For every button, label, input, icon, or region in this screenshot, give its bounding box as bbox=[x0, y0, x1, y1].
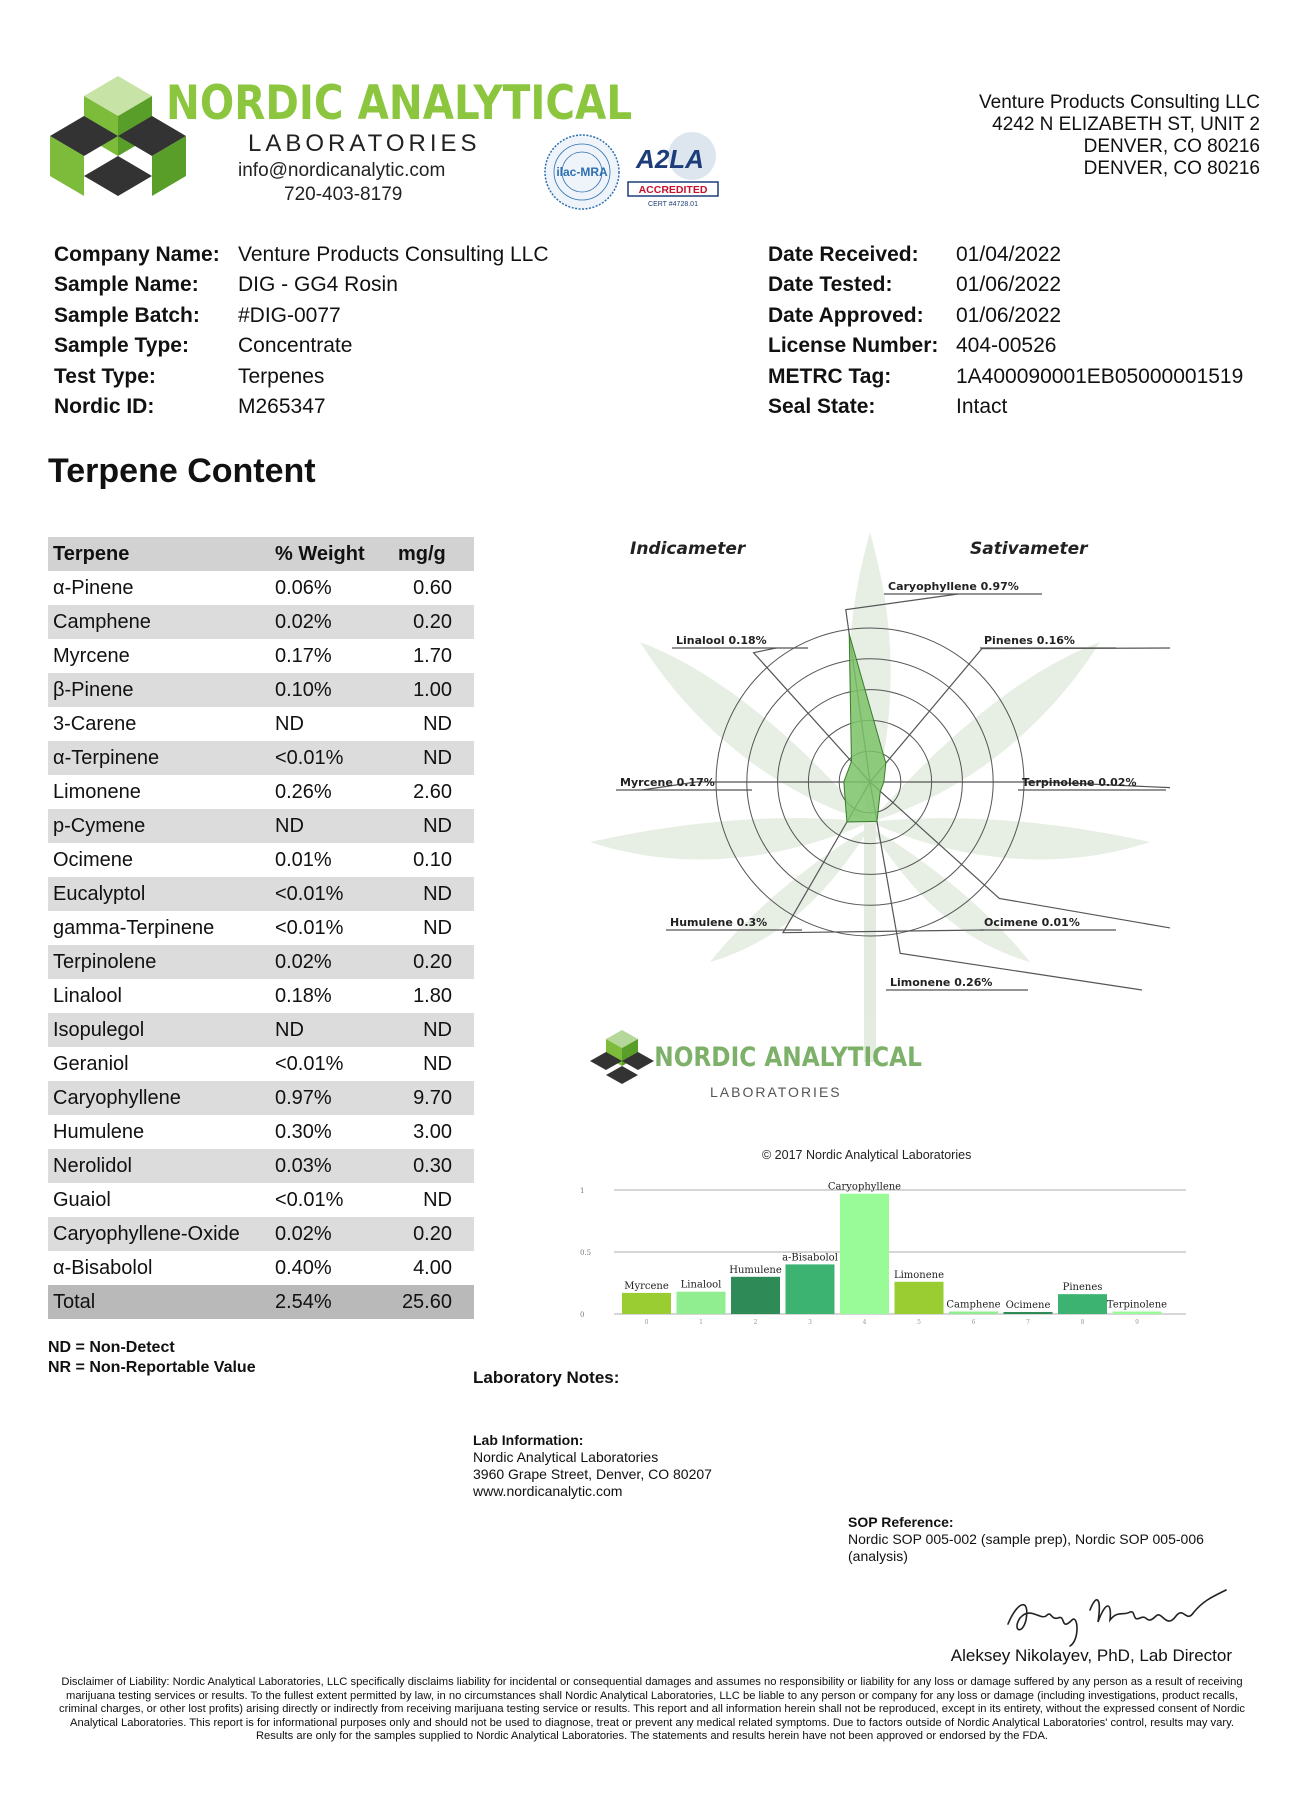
table-row bbox=[48, 1149, 474, 1183]
terpene-name-cell: Caryophyllene-Oxide bbox=[48, 1217, 270, 1251]
radar-axis-label: Pinenes 0.16% bbox=[984, 634, 1075, 647]
terpene-name-cell: Eucalyptol bbox=[48, 877, 270, 911]
lab-info-heading: Lab Information: bbox=[473, 1432, 584, 1448]
percent-weight-cell: 0.17% bbox=[275, 644, 332, 667]
terpene-bar-chart bbox=[530, 1168, 1200, 1328]
info-label: License Number: bbox=[768, 334, 939, 358]
radar-axis-line bbox=[870, 782, 1142, 990]
bar-xtick-label: 9 bbox=[1135, 1319, 1139, 1326]
terpene-name-cell: Myrcene bbox=[53, 644, 130, 667]
lab-subtitle: LABORATORIES bbox=[248, 130, 481, 157]
terpene-name-cell: Camphene bbox=[48, 605, 270, 639]
bar-terpinolene bbox=[1113, 1312, 1162, 1314]
lab-name: NORDIC ANALYTICAL bbox=[166, 76, 633, 131]
ilac-mra-badge-icon bbox=[542, 132, 622, 212]
signature-icon bbox=[1000, 1580, 1240, 1650]
percent-weight-cell: <0.01% bbox=[275, 1188, 344, 1211]
info-value: Concentrate bbox=[238, 334, 353, 358]
mg-per-g-cell: ND bbox=[388, 809, 474, 843]
radar-axis-label: Ocimene 0.01% bbox=[984, 916, 1080, 929]
info-label: Sample Type: bbox=[54, 334, 189, 358]
client-address-line3: DENVER, CO 80216 bbox=[1083, 158, 1260, 179]
section-title: Terpene Content bbox=[48, 452, 316, 490]
terpene-name-cell: Limonene bbox=[53, 780, 141, 803]
bar-value-label: Terpinolene bbox=[1106, 1299, 1168, 1311]
watermark-logo-icon bbox=[590, 1030, 654, 1084]
sop-text: Nordic SOP 005-002 (sample prep), Nordic SOP 005-006 (analysis) bbox=[848, 1531, 1204, 1564]
info-label: Date Tested: bbox=[768, 273, 893, 297]
table-row bbox=[48, 707, 474, 741]
mg-per-g-cell: 1.70 bbox=[413, 644, 452, 667]
client-address bbox=[979, 92, 1260, 180]
lab-phone: 720-403-8179 bbox=[284, 184, 403, 205]
mg-per-g-cell: 9.70 bbox=[388, 1081, 474, 1115]
terpene-name-cell: α-Bisabolol bbox=[53, 1256, 153, 1279]
terpene-name-cell: α-Pinene bbox=[53, 576, 134, 599]
bar-camphene bbox=[949, 1312, 998, 1314]
ilac-badge-text: ilac-MRA bbox=[556, 165, 608, 179]
mg-per-g-cell: 0.20 bbox=[388, 1217, 474, 1251]
mg-per-g-cell: 0.10 bbox=[413, 848, 452, 871]
bar-chart-bars bbox=[622, 1194, 1162, 1314]
bar-linalool bbox=[677, 1292, 726, 1314]
client-name: Venture Products Consulting LLC bbox=[979, 92, 1260, 113]
info-value: #DIG-0077 bbox=[238, 303, 341, 327]
radar-axis-label: Terpinolene 0.02% bbox=[1022, 776, 1137, 789]
table-row bbox=[48, 1081, 474, 1115]
table-row bbox=[48, 639, 474, 673]
table-row bbox=[48, 1115, 474, 1149]
client-address-line1: 4242 N ELIZABETH ST, UNIT 2 bbox=[992, 114, 1260, 135]
bar-pinenes bbox=[1058, 1294, 1107, 1314]
terpene-name-cell: Linalool bbox=[53, 984, 122, 1007]
bar-xtick-label: 2 bbox=[753, 1319, 758, 1326]
watermark-lab-name: NORDIC ANALYTICAL bbox=[654, 1041, 922, 1073]
sop-heading: SOP Reference: bbox=[848, 1514, 954, 1530]
client-address-line2: DENVER, CO 80216 bbox=[1083, 136, 1260, 157]
percent-weight-cell: 2.54% bbox=[270, 1285, 388, 1319]
watermark-lab-sub: LABORATORIES bbox=[710, 1084, 842, 1100]
sample-info-right bbox=[768, 240, 1243, 422]
bar-ocimene bbox=[1004, 1312, 1053, 1314]
percent-weight-cell: 0.02% bbox=[270, 605, 388, 639]
percent-weight-cell: ND bbox=[270, 1013, 388, 1047]
table-header-row bbox=[48, 537, 474, 571]
info-row bbox=[54, 270, 549, 300]
info-value: M265347 bbox=[238, 395, 326, 419]
bar-xtick-label: 4 bbox=[862, 1319, 867, 1326]
bar-a-bisabolol bbox=[786, 1264, 835, 1314]
bar-value-label: Caryophyllene bbox=[827, 1181, 902, 1193]
bar-xtick-label: 6 bbox=[971, 1319, 976, 1326]
mg-per-g-cell: ND bbox=[423, 712, 452, 735]
terpene-table-body bbox=[48, 571, 474, 1319]
bar-caryophyllene bbox=[840, 1194, 889, 1314]
percent-weight-cell: 0.01% bbox=[275, 848, 332, 871]
info-row bbox=[768, 301, 1243, 331]
mg-per-g-cell: 2.60 bbox=[413, 780, 452, 803]
mg-per-g-cell: 25.60 bbox=[388, 1285, 474, 1319]
info-row bbox=[54, 362, 549, 392]
bar-value-label: Ocimene bbox=[1005, 1300, 1051, 1311]
terpene-name-cell: gamma-Terpinene bbox=[53, 916, 215, 939]
a2la-accredited-text: ACCREDITED bbox=[638, 184, 708, 196]
bar-myrcene bbox=[622, 1293, 671, 1314]
table-total-row bbox=[48, 1285, 474, 1319]
table-row bbox=[48, 775, 474, 809]
info-value: 01/04/2022 bbox=[956, 243, 1062, 266]
terpene-name-cell: Humulene bbox=[53, 1120, 145, 1143]
mg-per-g-cell: ND bbox=[423, 1052, 452, 1075]
table-row bbox=[48, 571, 474, 605]
percent-weight-cell: 0.03% bbox=[270, 1149, 388, 1183]
mg-per-g-cell: ND bbox=[388, 1013, 474, 1047]
abbreviation-legend bbox=[48, 1338, 256, 1378]
info-row bbox=[54, 301, 549, 331]
info-value: 01/06/2022 bbox=[956, 273, 1062, 297]
bar-value-label: Humulene bbox=[729, 1264, 782, 1276]
percent-weight-cell: ND bbox=[275, 712, 304, 735]
table-row bbox=[48, 979, 474, 1013]
radar-axis-label: Humulene 0.3% bbox=[670, 916, 768, 929]
table-row bbox=[48, 911, 474, 945]
radar-axis-label: Linalool 0.18% bbox=[676, 634, 767, 647]
info-row bbox=[768, 362, 1243, 392]
mg-per-g-cell: 1.00 bbox=[388, 673, 474, 707]
table-row bbox=[48, 1183, 474, 1217]
info-label: Company Name: bbox=[54, 243, 220, 266]
info-label: Sample Batch: bbox=[54, 303, 200, 327]
percent-weight-cell: <0.01% bbox=[270, 877, 388, 911]
info-row bbox=[768, 331, 1243, 361]
bar-value-label: Pinenes bbox=[1062, 1282, 1103, 1294]
radar-axis-label: Myrcene 0.17% bbox=[620, 776, 715, 789]
column-header: mg/g bbox=[388, 537, 474, 571]
percent-weight-cell: 0.06% bbox=[275, 576, 332, 599]
info-value: 404-00526 bbox=[956, 334, 1057, 358]
table-row bbox=[48, 605, 474, 639]
mg-per-g-cell: 4.00 bbox=[413, 1256, 452, 1279]
column-header: Terpene bbox=[48, 537, 270, 571]
lab-info-address: 3960 Grape Street, Denver, CO 80207 bbox=[473, 1466, 712, 1482]
terpene-name-cell: β-Pinene bbox=[48, 673, 270, 707]
legend-nd: ND = Non-Detect bbox=[48, 1339, 175, 1356]
info-value: Intact bbox=[956, 395, 1008, 419]
info-value: DIG - GG4 Rosin bbox=[238, 273, 398, 297]
bar-xtick-label: 0 bbox=[644, 1319, 649, 1326]
mg-per-g-cell: 0.20 bbox=[388, 945, 474, 979]
info-label: Date Received: bbox=[768, 243, 919, 266]
percent-weight-cell: 0.97% bbox=[270, 1081, 388, 1115]
table-row bbox=[48, 741, 474, 775]
percent-weight-cell: 0.10% bbox=[270, 673, 388, 707]
terpene-table bbox=[48, 537, 474, 1319]
percent-weight-cell: 0.18% bbox=[275, 984, 332, 1007]
legend-nr: NR = Non-Reportable Value bbox=[48, 1359, 256, 1376]
info-row bbox=[768, 392, 1243, 422]
disclaimer-text: Disclaimer of Liability: Nordic Analytical Laboratories, LLC specifically disclaims liability for incidental or consequential damages and assumes no responsibility or liability for any loss or damage suffered by any person as a result of receiving marijuana testing services or results. To the fullest extent permitted by law, in no circumstances shall Nordic Analytical Laboratories, LLC be liable to any person or company for any loss or damage (including investigations, product recalls, criminal charges, or other lost profits) arising directly or indirectly from receiving marijuana testing service or results. This report and all information herein shall not be reproduced, except in its entirety, without the expressed consent of Nordic Analytical Laboratories. This report is for informational purposes only and should not be used to diagnose, treat or prevent any medical related symptoms. Due to factors outside of Nordic Analytical Laboratories' control, results may vary. Results are only for the samples supplied to Nordic Analytical Laboratories. The statements and results herein have not been approved or endorsed by the FDA. bbox=[59, 1676, 1245, 1742]
table-row bbox=[48, 1217, 474, 1251]
bar-limonene bbox=[895, 1282, 944, 1314]
percent-weight-cell: 0.02% bbox=[270, 1217, 388, 1251]
info-value: Terpenes bbox=[238, 364, 325, 388]
info-label: Test Type: bbox=[54, 364, 156, 388]
table-row bbox=[48, 1047, 474, 1081]
bar-humulene bbox=[731, 1277, 780, 1314]
terpene-name-cell: Geraniol bbox=[53, 1052, 129, 1075]
terpene-radar-chart bbox=[570, 532, 1170, 1142]
info-row bbox=[54, 331, 549, 361]
bar-value-label: a-Bisabolol bbox=[782, 1252, 838, 1264]
bar-value-label: Linalool bbox=[680, 1279, 722, 1291]
bar-value-label: Limonene bbox=[893, 1269, 945, 1281]
bar-xtick-label: 3 bbox=[808, 1319, 812, 1326]
bar-xtick-label: 7 bbox=[1026, 1319, 1030, 1326]
mg-per-g-cell: ND bbox=[388, 741, 474, 775]
table-row bbox=[48, 1013, 474, 1047]
sop-reference bbox=[848, 1514, 1248, 1565]
table-row bbox=[48, 809, 474, 843]
percent-weight-cell: 0.02% bbox=[270, 945, 388, 979]
lab-information bbox=[473, 1432, 712, 1500]
percent-weight-cell: <0.01% bbox=[270, 741, 388, 775]
mg-per-g-cell: ND bbox=[388, 877, 474, 911]
bar-xtick-label: 5 bbox=[917, 1319, 921, 1326]
percent-weight-cell: <0.01% bbox=[275, 916, 344, 939]
sativameter-title: Sativameter bbox=[970, 539, 1088, 559]
terpene-name-cell: p-Cymene bbox=[48, 809, 270, 843]
signer-name: Aleksey Nikolayev, PhD, Lab Director bbox=[950, 1646, 1232, 1665]
info-label: Date Approved: bbox=[768, 303, 924, 327]
mg-per-g-cell: ND bbox=[423, 1188, 452, 1211]
mg-per-g-cell: 3.00 bbox=[413, 1120, 452, 1143]
a2la-cert-text: CERT #4728.01 bbox=[648, 201, 698, 208]
percent-weight-cell: <0.01% bbox=[275, 1052, 344, 1075]
radar-axis-label: Caryophyllene 0.97% bbox=[888, 580, 1019, 593]
bar-value-label: Myrcene bbox=[624, 1280, 669, 1292]
table-row bbox=[48, 877, 474, 911]
info-value: 01/06/2022 bbox=[956, 303, 1062, 327]
mg-per-g-cell: 0.60 bbox=[413, 576, 452, 599]
mg-per-g-cell: 0.20 bbox=[388, 605, 474, 639]
info-label: Sample Name: bbox=[54, 273, 199, 297]
terpene-name-cell: Total bbox=[48, 1285, 270, 1319]
percent-weight-cell: 0.26% bbox=[275, 780, 332, 803]
info-label: Nordic ID: bbox=[54, 395, 155, 419]
bar-xtick-label: 1 bbox=[699, 1319, 703, 1326]
terpene-name-cell: Isopulegol bbox=[48, 1013, 270, 1047]
info-value: 1A400090001EB05000001519 bbox=[956, 364, 1244, 388]
table-row bbox=[48, 843, 474, 877]
mg-per-g-cell: 1.80 bbox=[413, 984, 452, 1007]
bar-value-label: Camphene bbox=[946, 1299, 1001, 1311]
info-label: METRC Tag: bbox=[768, 364, 892, 388]
mg-per-g-cell: ND bbox=[423, 916, 452, 939]
terpene-name-cell: Guaiol bbox=[53, 1188, 111, 1211]
info-row bbox=[768, 270, 1243, 300]
table-row bbox=[48, 1251, 474, 1285]
lab-info-website: www.nordicanalytic.com bbox=[473, 1483, 623, 1499]
table-row bbox=[48, 945, 474, 979]
bar-ytick-label: 0.5 bbox=[580, 1249, 592, 1257]
info-row bbox=[54, 240, 549, 270]
radar-axis-label: Limonene 0.26% bbox=[890, 976, 993, 989]
terpene-name-cell: Caryophyllene bbox=[48, 1081, 270, 1115]
terpene-name-cell: Nerolidol bbox=[48, 1149, 270, 1183]
terpene-name-cell: Ocimene bbox=[53, 848, 134, 871]
lab-email: info@nordicanalytic.com bbox=[238, 160, 446, 181]
column-header: % Weight bbox=[270, 537, 388, 571]
chart-copyright: © 2017 Nordic Analytical Laboratories bbox=[762, 1148, 972, 1162]
sample-info-left bbox=[54, 240, 549, 422]
lab-info-name: Nordic Analytical Laboratories bbox=[473, 1449, 659, 1465]
bar-xtick-label: 8 bbox=[1080, 1319, 1085, 1326]
bar-ytick-label: 1 bbox=[580, 1187, 585, 1195]
info-row bbox=[54, 392, 549, 422]
lab-notes-label: Laboratory Notes: bbox=[473, 1368, 620, 1387]
table-row bbox=[48, 673, 474, 707]
percent-weight-cell: 0.40% bbox=[275, 1256, 332, 1279]
terpene-name-cell: Terpinolene bbox=[48, 945, 270, 979]
a2la-accredited-badge-icon bbox=[622, 130, 724, 212]
terpene-name-cell: 3-Carene bbox=[53, 712, 137, 735]
terpene-name-cell: α-Terpinene bbox=[48, 741, 270, 775]
bar-ytick-label: 0 bbox=[580, 1311, 585, 1319]
mg-per-g-cell: 0.30 bbox=[388, 1149, 474, 1183]
info-row bbox=[768, 240, 1243, 270]
indicameter-title: Indicameter bbox=[630, 539, 746, 559]
info-label: Seal State: bbox=[768, 395, 876, 419]
percent-weight-cell: ND bbox=[270, 809, 388, 843]
a2la-badge-text: A2LA bbox=[636, 144, 704, 174]
percent-weight-cell: 0.30% bbox=[275, 1120, 332, 1143]
info-value: Venture Products Consulting LLC bbox=[238, 243, 549, 266]
